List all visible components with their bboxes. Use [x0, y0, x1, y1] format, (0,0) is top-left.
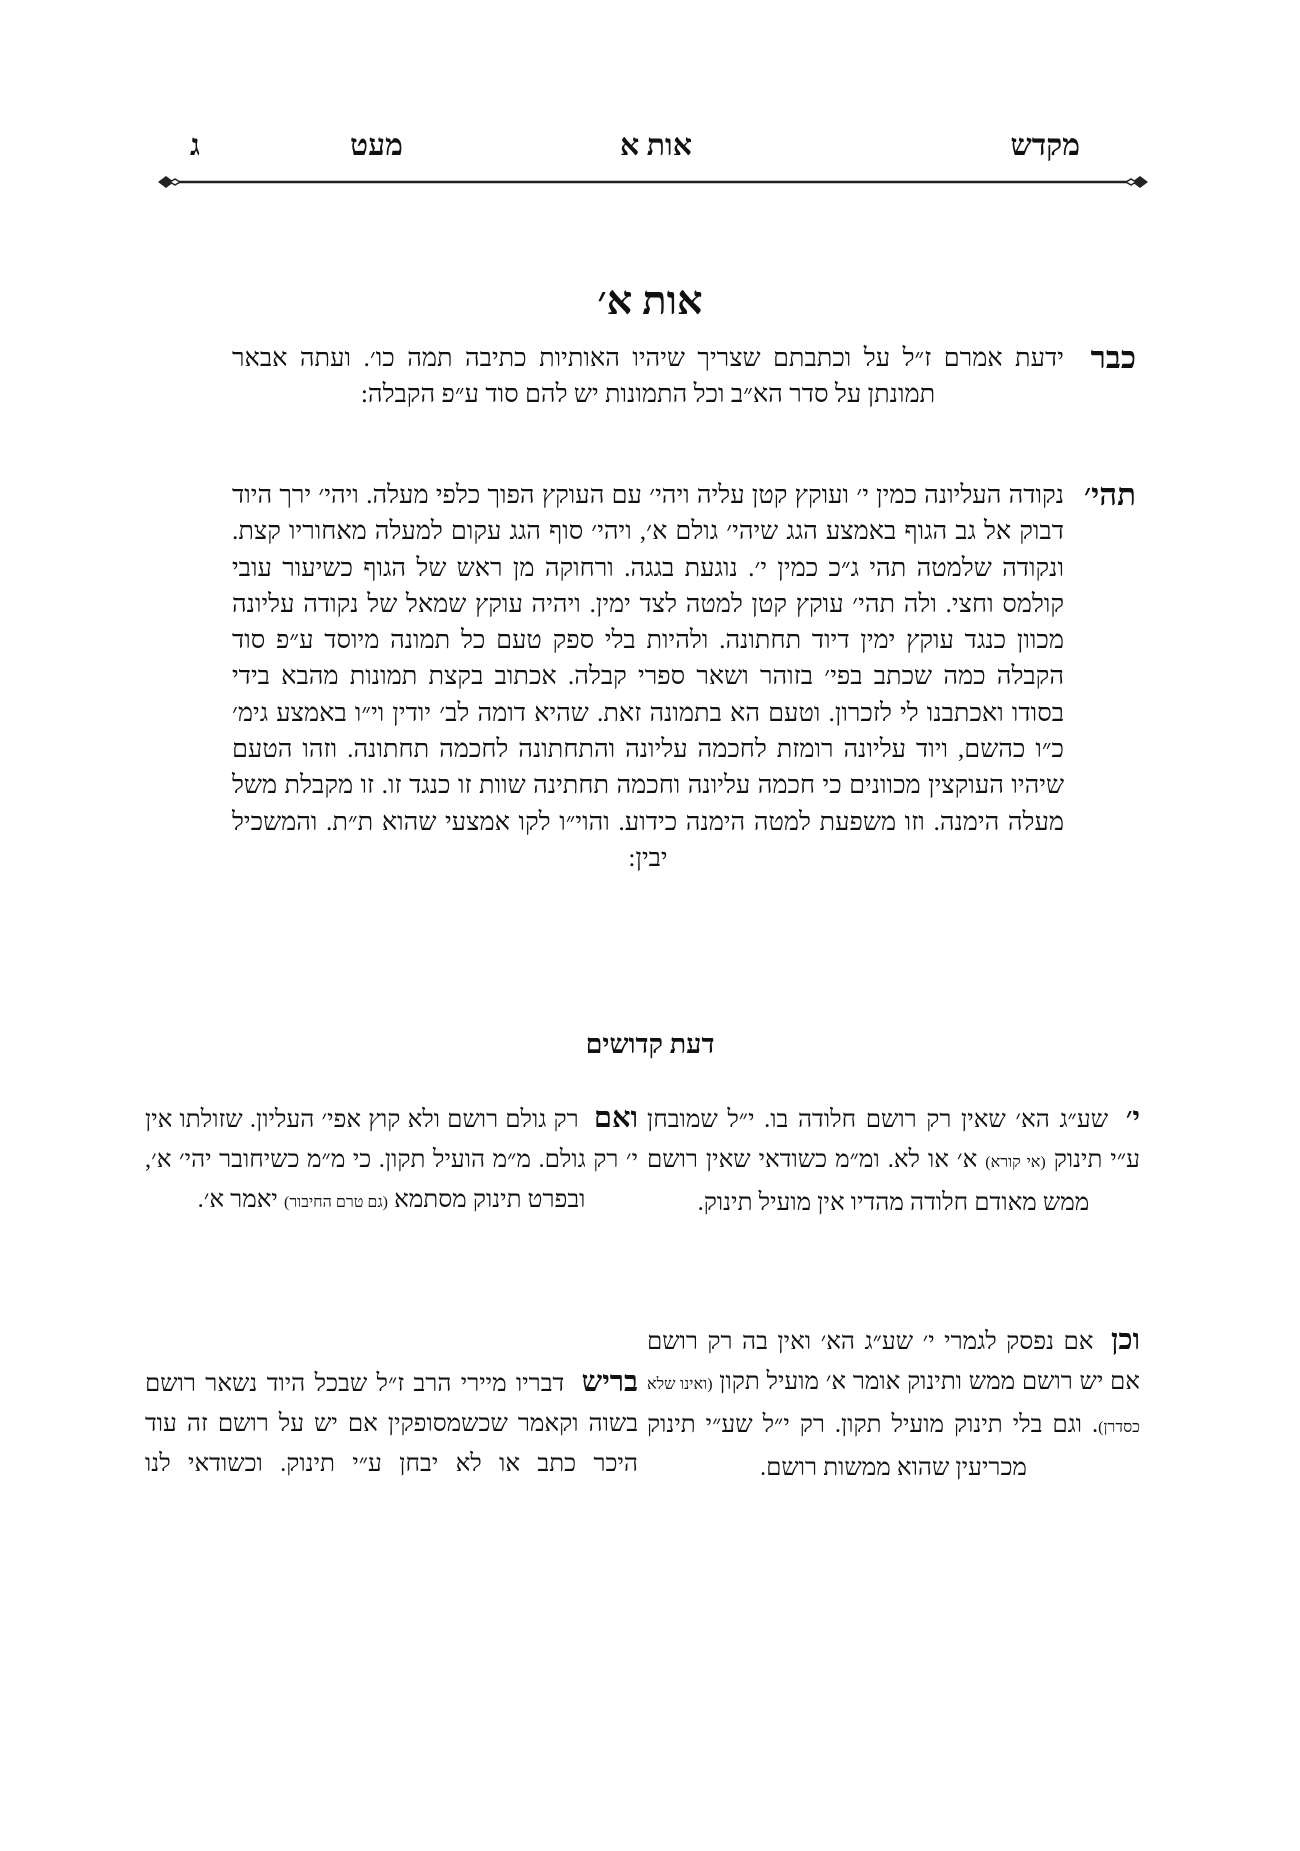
commentary-entry-berish — [145, 1362, 638, 1484]
entry-text: נקודה העליונה כמין י׳ ועוקץ קטן עליה ויהי׳ עם העוקץ הפוך כלפי מעלה. ויהי׳ ירך היוד דבוק אל גב הגוף באמצע הגג שיהי׳ גולם א׳, ויהי׳ סוף הגג עקום למעלה מאחוריו קצת. ונקודה שלמטה תהי ג״כ כמין י׳. נוגעת בגגה. ורחוקה מן ראש של הגוף כשיעור עובי קולמס וחצי. ולה תהי׳ עוקץ קטן למטה לצד ימין. ויהיה עוקץ שמאל של נקודה עליונה מכוון כנגד עוקץ ימין דיוד תחתונה. ולהיות בלי ספק טעם כל תמונה מיוסד ע״פ סוד הקבלה כמה שכתב בפי׳ בזוהר ושאר ספרי קבלה. אכתוב בקצת תמונות מהבא בידי בסודו ואכתבנו לי לזכרון. וטעם הא בתמונה זאת. שהיא דומה לב׳ יודין וי״ו באמצע גימ׳ כ״ו כהשם, ויוד עליונה רומזת לחכמה עליונה והתחתונה לחכמה תחתונה. וזהו הטעם שיהיו העוקצין מכוונים כי חכמה עליונה וחכמה תחתינה שוות זו כנגד זו. זו מקבלת משל מעלה הימנה. וזו משפעת למטה הימנה כידוע. והוי״ו לקו אמצעי שהוא ת״ת. והמשכיל יבין: — [232, 480, 1064, 872]
entry-lead-word: כבר — [1090, 340, 1136, 375]
entry-text: ידעת אמרם ז״ל על וכתבתם שצריך שיהיו האותיות כתיבה תמה כו׳. ועתה אבאר תמונתן על סדר הא״ב וכל התמונות יש להם סוד ע״פ הקבלה: — [232, 343, 1064, 409]
header-page-letter: ג — [190, 129, 200, 162]
section-title: אות א׳ — [597, 278, 703, 323]
commentary-text: דבריו מיירי הרב ז״ל שבכל היוד נשאר רושם בשוה וקאמר שכשמסופקין אם יש על רושם זה עוד היכר כתב או לא יבחן ע״י תינוק. וכשודאי לנו — [145, 1370, 638, 1477]
commentary-lead-word: י׳ — [1125, 1102, 1141, 1134]
commentary-parenthetical: (גם טרם החיבור) — [283, 1194, 388, 1211]
commentary-lead-word: ואם — [593, 1102, 638, 1134]
header-series: מעט — [350, 129, 403, 162]
commentary-lead-word: בריש — [581, 1366, 639, 1398]
commentary-entry-yud — [647, 1098, 1140, 1223]
commentary-text: שע״ג הא׳ שאין רק רושם חלודה בו. י״ל שמובחן ע״י תינוק — [647, 1106, 1140, 1173]
main-entry-tehi — [232, 477, 1136, 876]
main-entry-kevar — [232, 340, 1136, 413]
commentary-parenthetical: (אי קורא) — [985, 1154, 1046, 1171]
header-section: אות א — [620, 129, 692, 162]
running-header — [185, 128, 1120, 168]
commentary-lead-word: וכן — [1111, 1324, 1141, 1356]
commentary-text-continued: . וגם בלי תינוק מועיל תקון. רק י״ל שע״י תינוק מכריעין שהוא ממשות רושם. — [647, 1411, 1099, 1481]
commentary-text: אם נפסק לגמרי י׳ שע״ג הא׳ ואין בה רק רושם אם יש רושם ממש ותינוק אומר א׳ מועיל תקון — [647, 1328, 1140, 1395]
commentary-entry-veim — [145, 1098, 638, 1223]
entry-lead-word: תהי׳ — [1083, 477, 1136, 512]
commentary-text-continued: יאמר א׳. — [197, 1186, 278, 1213]
header-book-title: מקדש — [1010, 129, 1080, 162]
commentary-title: דעת קדושים — [585, 1029, 715, 1059]
commentary-entry-vechen — [647, 1320, 1140, 1488]
commentary-text-continued: א׳ או לא. ומ״מ כשודאי שאין רושם ממש מאודם חלודה מהדיו אין מועיל תינוק. — [647, 1146, 1090, 1216]
header-ornamental-rule — [158, 172, 1148, 192]
commentary-parenthetical: (ואינו שלא כסדרן) — [647, 1376, 1140, 1436]
commentary-text: רק גולם רושם ולא קוץ אפי׳ העליון. שזולתו אין י׳ רק גולם. מ״מ הועיל תקון. כי מ״מ כשיחובר יהי׳ א׳, ובפרט תינוק מסתמא — [145, 1106, 638, 1213]
